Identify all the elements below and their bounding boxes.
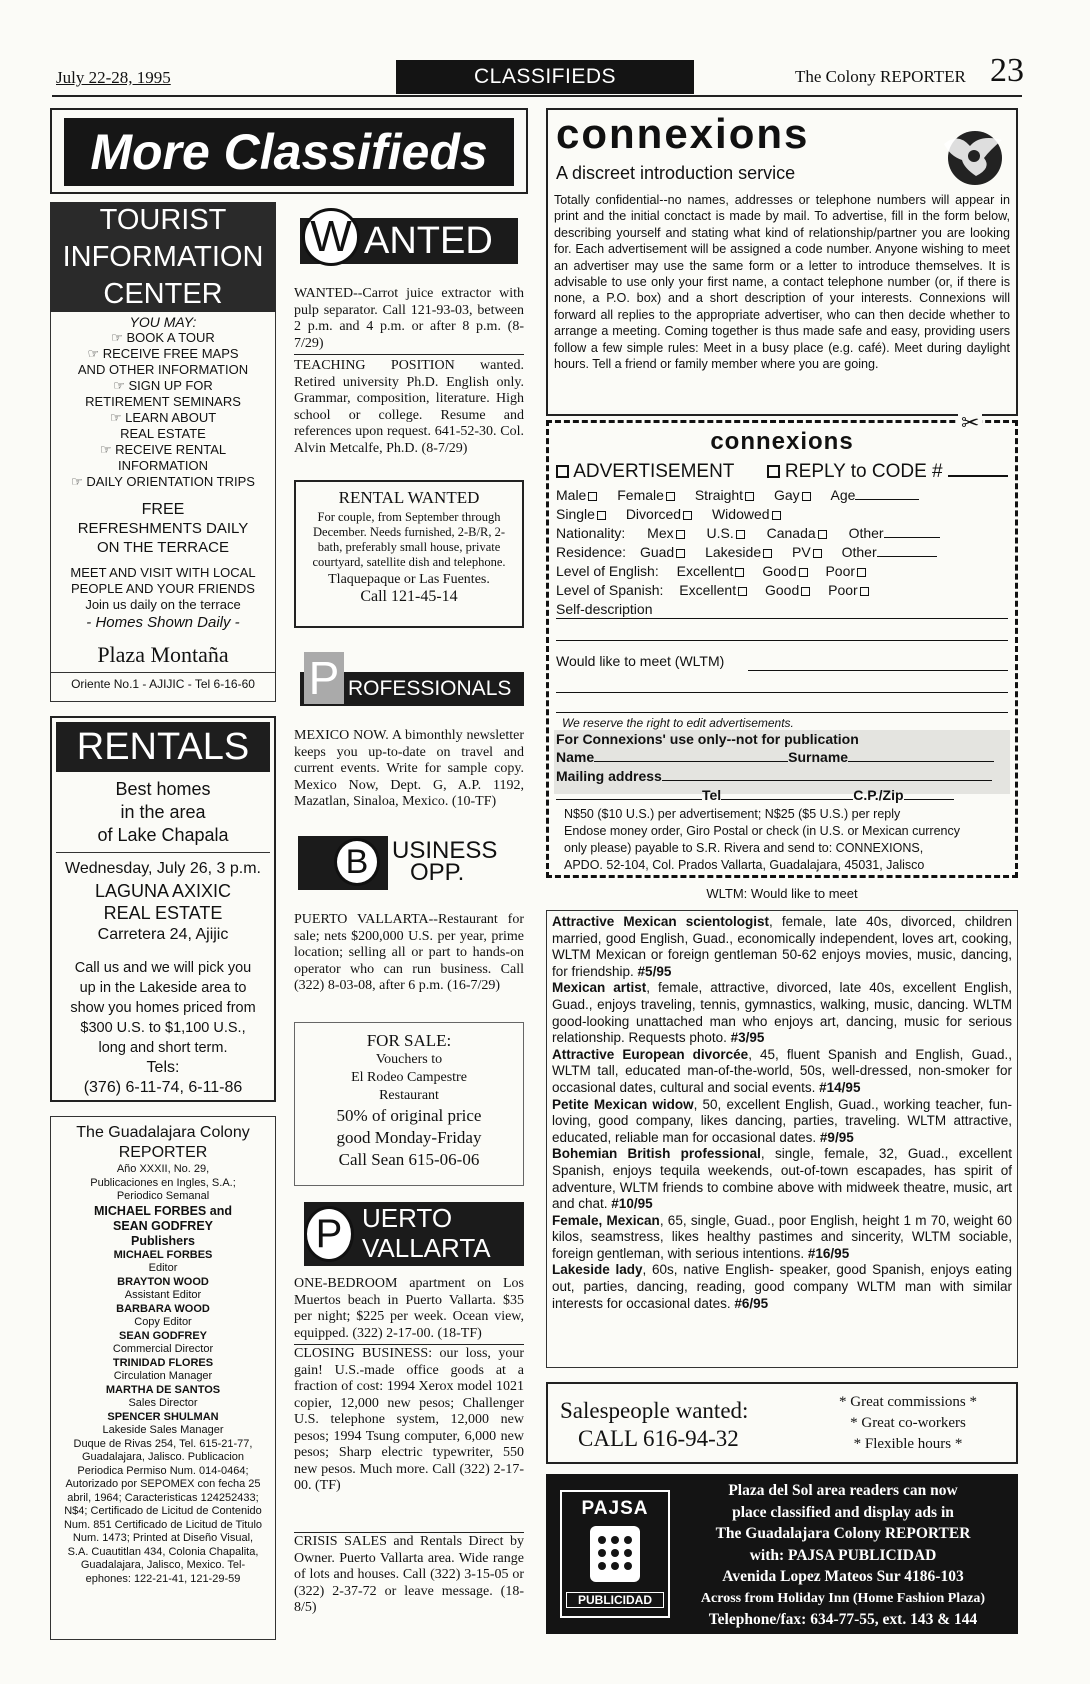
list-item [552, 914, 1012, 980]
mex-checkbox[interactable] [676, 530, 685, 539]
self-description-label: Self-description [556, 601, 653, 617]
masthead-line: Autorizado por SEPOMEX con fecha 25 [65, 1478, 261, 1490]
heading-line: CENTER [103, 278, 223, 310]
personal-ads [546, 910, 1018, 1368]
vallarta-badge [298, 1200, 524, 1268]
plaza-montana-name: Plaza Montaña [97, 642, 229, 667]
heading-line: TOURIST [99, 204, 227, 236]
wltm-field[interactable] [556, 692, 1008, 693]
vallarta-ad: ONE-BEDROOM apartment on Los Muertos beach in Puerto Vallarta. $35 per night; $225 per week. Ocean view, equipped. (322) 2-17-00. (18-TF) [294, 1276, 524, 1341]
spanish-excellent-checkbox[interactable] [738, 587, 747, 596]
telephone-keypad-icon [562, 1522, 668, 1586]
form-row: Nationality: Mex U.S. Canada Other [556, 524, 1012, 543]
ad-code: #3/95 [730, 1030, 765, 1046]
wltm-field[interactable] [748, 670, 1008, 671]
list-item: ☞ DAILY ORIENTATION TRIPS [71, 474, 255, 489]
vallarta-letter: P [304, 1206, 354, 1262]
english-excellent-checkbox[interactable] [735, 568, 744, 577]
rentals-heading: RENTALS [56, 722, 270, 772]
ad-code: #10/95 [611, 1196, 653, 1212]
masthead-line: Duque de Rivas 254, Tel. 615-21-77, [73, 1437, 253, 1450]
ad-code: #16/95 [807, 1245, 850, 1261]
list-item: ☞ RECEIVE RENTAL [99, 442, 227, 457]
list-item: RETIREMENT SEMINARS [85, 394, 241, 409]
ad-text: , female, late 40s, divorced, children married, good English, Guad., economically independent, loves art, cooking, WLTM Mexican or foreign gentleman 50-62 enjoys movies, music, dancing, for friendship. [552, 914, 1012, 979]
masthead-line: Assistant Editor [124, 1289, 202, 1301]
masthead-line: MARTHA DE SANTOS [105, 1383, 221, 1396]
for-sale-title: FOR SALE: [366, 1031, 452, 1050]
sales-perks: * Great commissions * * Great co-workers * Flexible hours * [839, 1394, 977, 1452]
ad-headline: Attractive European divorcée [552, 1046, 749, 1062]
reply-code-field[interactable] [948, 475, 1008, 477]
connexions-logo: connexions [556, 110, 810, 157]
form-row: Single Divorced Widowed [556, 505, 1012, 524]
english-poor-checkbox[interactable] [857, 568, 866, 577]
masthead-lines [51, 1163, 275, 1586]
pajsa-logo-text: PAJSA [581, 1498, 649, 1519]
masthead-line: BRAYTON WOOD [117, 1275, 209, 1288]
pointing-hand-icon: ☞ [87, 346, 103, 361]
mailing-field[interactable] [662, 780, 992, 781]
reserve-note: We reserve the right to edit advertisements. [562, 716, 794, 730]
meet-line: PEOPLE AND YOUR FRIENDS [71, 581, 255, 596]
masthead-line: Commercial Director [112, 1343, 214, 1355]
business-badge [298, 832, 524, 896]
professionals-letter: P [304, 652, 344, 704]
wanted-ad: TEACHING POSITION wanted. Retired university Ph.D. English only. Grammar, composition, literature. High school or college. Resume and references upon request. 641-52-30. Col. Alvin Metcalfe, Ph.D. (8-7/29) [294, 358, 524, 456]
reply-checkbox[interactable] [767, 465, 780, 478]
ad-text: , 50, excellent English, Guad., working teacher, fun-loving, good company, likes dancing, parties, traveling. WLTM attractive, educated, reliable man for occasional dates. [552, 1096, 1012, 1145]
masthead-line: Guadalajara, Jalisco, Mexico. Tel- [80, 1559, 246, 1571]
tourist-info-heading [50, 202, 276, 312]
divider [294, 354, 524, 355]
form-logo: connexions [710, 428, 854, 455]
list-item [552, 1262, 1012, 1312]
ad-headline: Attractive Mexican scientologist [552, 914, 770, 929]
rentals-intro: Best homes in the area of Lake Chapala [97, 779, 229, 845]
rental-wanted-title: RENTAL WANTED [338, 488, 480, 507]
divider [56, 852, 270, 853]
name-field[interactable] [594, 761, 788, 762]
you-may-label: YOU MAY: [129, 314, 197, 330]
masthead-line: Copy Editor [134, 1316, 192, 1328]
widowed-checkbox[interactable] [772, 511, 781, 520]
salespeople-box [546, 1382, 1018, 1464]
divider [294, 1532, 524, 1533]
rental-wanted-place: Tlaquepaque or Las Fuentes. [328, 572, 490, 587]
form-row: Level of Spanish: Excellent Good Poor [556, 581, 1012, 600]
pointing-hand-icon: ☞ [71, 474, 87, 489]
list-item: ☞ LEARN ABOUT [109, 410, 217, 425]
list-item: ☞ RECEIVE FREE MAPS [87, 346, 239, 361]
english-good-checkbox[interactable] [799, 568, 808, 577]
self-description-field[interactable] [556, 618, 1008, 619]
tourist-info-body [50, 312, 276, 692]
more-classifieds-banner: More Classifieds [64, 118, 514, 186]
zip-field[interactable] [904, 799, 954, 800]
list-item [552, 1097, 1012, 1147]
free-label: FREE [141, 501, 185, 518]
mailing-row: Mailing address [556, 767, 1012, 786]
masthead-line: MICHAEL FORBES [113, 1248, 213, 1261]
form-row: Residence: Guad Lakeside PV Other [556, 543, 1012, 562]
business-word: USINESS [392, 837, 498, 864]
form-row: Level of English: Excellent Good Poor [556, 562, 1012, 581]
pointing-hand-icon: ☞ [99, 442, 116, 457]
rentals-event: Wednesday, July 26, 3 p.m. LAGUNA AXIXIC REAL ESTATE Carretera 24, Ajijic [65, 860, 261, 943]
male-checkbox[interactable] [588, 492, 597, 501]
masthead-line: BARBARA WOOD [116, 1302, 210, 1315]
list-item: ☞ BOOK A TOUR [111, 330, 215, 345]
refreshments-label: REFRESHMENTS DAILY [77, 520, 249, 537]
spanish-good-checkbox[interactable] [801, 587, 810, 596]
masthead-line: abril, 1964; Caracteristicas 124252433; [67, 1491, 259, 1504]
masthead-line: Publicaciones en Ingles, S.A.; [90, 1176, 236, 1189]
masthead-line: Editor [148, 1262, 178, 1274]
pajsa-text: Plaza del Sol area readers can now place classified and display ads in The Guadalajara Colony REPORTER with: PAJSA PUBLICIDAD Avenida Lopez Mateos Sur 4186-103 Across from Holiday Inn (Home Fashion Plaza) Telephone/fax: 634-77-55, ext. 143 & 144 [700, 1482, 986, 1628]
masthead-line: S.A. Cuautitlan 434, Colonia Chapalita, [67, 1545, 259, 1558]
masthead-line: Sales Director [128, 1397, 198, 1409]
rental-wanted-text: For couple, from September through December. Needs furnished, 2-B/R, 2-bath, preferably small house, private courtyard, satellite dish and telephone. [312, 510, 506, 569]
rentals-tels: Tels: (376) 6-11-74, 6-11-86 [83, 1059, 243, 1096]
masthead-line: MICHAEL FORBES and [94, 1203, 232, 1218]
advertisement-checkbox[interactable] [556, 465, 569, 478]
spanish-poor-checkbox[interactable] [860, 587, 869, 596]
masthead-title: REPORTER [118, 1144, 208, 1161]
gay-checkbox[interactable] [802, 492, 811, 501]
wltm-field[interactable] [556, 712, 1008, 713]
sales-call: CALL 616-94-32 [578, 1426, 739, 1451]
single-checkbox[interactable] [597, 511, 606, 520]
homes-shown-label: - Homes Shown Daily - [86, 614, 240, 631]
ad-headline: Female, Mexican [552, 1212, 660, 1228]
masthead-line: Año XXXII, No. 29, [116, 1163, 210, 1175]
ad-code: #6/95 [734, 1295, 769, 1311]
ad-headline: Mexican artist [552, 980, 647, 996]
divorced-checkbox[interactable] [683, 511, 692, 520]
masthead-line: SPENCER SHULMAN [107, 1410, 219, 1423]
business-letter: B [334, 838, 380, 886]
pointing-hand-icon: ☞ [109, 410, 126, 425]
professionals-badge [300, 652, 524, 712]
list-item: ☞ SIGN UP FOR [113, 378, 213, 393]
masthead-line: Num. 1473; Printed at Diseño Visual, [72, 1532, 254, 1544]
masthead-title: The Guadalajara Colony [76, 1124, 250, 1141]
ad-headline: Bohemian British professional [552, 1146, 761, 1162]
tel-row: Tel C.P./Zip [556, 786, 1012, 805]
ad-text: , single, female, 32, Guad., excellent Spanish, enjoys tequila weekends, out-of-town escapades, has spirit of adventure, WLTM friends to combine above with midweek theatre, music, art and chat. [552, 1146, 1012, 1212]
payment-info: N$50 ($10 U.S.) per advertisement; N$25 ($5 U.S.) per reply Endose money order, Giro Postal or check (in U.S. or Mexican currency only please) payable to S.R. Rivera and send to: CONNEXIONS, APDO. 52-104, Col. Prados Vallarta, Guadalajara, 45031, Jalisco [564, 807, 960, 872]
business-word: OPP. [410, 859, 465, 886]
masthead-line: Guadalajara, Jalisco. Publicacion [81, 1451, 245, 1463]
vallarta-word: VALLARTA [362, 1233, 491, 1263]
wltm-label: Would like to meet (WLTM) [556, 653, 725, 669]
surname-field[interactable] [848, 761, 994, 762]
business-ad: PUERTO VALLARTA--Restaurant for sale; nets $200,000 U.S. per year, prime location; selling all or part to hands-on operator who can run business. Call (322) 8-03-08, after 6 p.m. (16-7/29) [294, 912, 524, 993]
ad-headline: Lakeside lady [552, 1262, 643, 1278]
masthead-line: N$4; Certificado de Licitud de Contenido [64, 1505, 262, 1517]
age-field[interactable] [855, 499, 919, 500]
mailing-field-2[interactable] [556, 799, 702, 800]
list-item: REAL ESTATE [120, 426, 206, 441]
vallarta-ad: CLOSING BUSINESS: our loss, your gain! U.S.-made office goods at a fraction of cost: 1994 Xerox model 1021 copier, 12,000 new pesos; Challenger U.S. telephone system, 12,000 new pesos; 1994 Tsung computer, 6,000 new pesos; Sharp electric typewriter, 550 new pesos. Much more. Call (322) 2-17-00. (TF) [294, 1346, 524, 1493]
pajsa-logo-subtext: PUBLICIDAD [566, 1592, 664, 1608]
for-sale-box: FOR SALE: Vouchers to El Rodeo Campestre Restaurant 50% of original price good Monday-Friday Call Sean 615-06-06 [294, 1022, 524, 1186]
list-item [552, 980, 1012, 1046]
masthead-line: Publishers [131, 1233, 195, 1248]
divider [294, 1344, 524, 1345]
ad-code: #14/95 [819, 1079, 861, 1095]
pointing-hand-icon: ☞ [113, 378, 129, 393]
ad-code: #9/95 [819, 1129, 854, 1145]
self-description-field[interactable] [556, 640, 1008, 641]
header-rule [52, 95, 1022, 97]
vallarta-ad: CRISIS SALES and Rentals Direct by Owner. Puerto Vallarta area. Wide range of lots and houses. Call (322) 3-15-05 or (322) 2-37-72 or leave message. (18-8/5) [294, 1534, 524, 1615]
wltm-legend: WLTM: Would like to meet [706, 886, 858, 901]
rental-wanted-call: Call 121-45-14 [360, 588, 458, 605]
masthead-line: Lakeside Sales Manager [102, 1424, 224, 1436]
form-type-row: ADVERTISEMENT REPLY to CODE # [556, 460, 1012, 484]
connexions-subtitle: A discreet introduction service [556, 163, 796, 183]
sales-title: Salespeople wanted: [560, 1398, 749, 1423]
ad-text: , 65, single, Guad., poor English, height 1 m 70, weight 60 kilos, seamstress, likes healthy pastimes and sincerity, WLTM sociable, foreign gentleman, with serious intentions. [552, 1212, 1012, 1261]
ad-code: #5/95 [637, 963, 672, 979]
masthead-line: Circulation Manager [113, 1370, 213, 1382]
office-use-label: For Connexions' use only--not for publication [556, 731, 859, 747]
pv-checkbox[interactable] [813, 549, 822, 558]
form-row: Male Female Straight Gay Age [556, 486, 1012, 505]
ad-text: , female, attractive, divorced, late 40s, excellent English, Guad., enjoys traveling, tennis, gymnastics, walking, music, dancing. WLTM good-looking unattached man who enjoys art, dancing, music for serious relationship. Requests photo. [552, 980, 1012, 1046]
cupid-emblem-icon [940, 124, 1010, 194]
professionals-word: ROFESSIONALS [348, 677, 512, 700]
terrace-label: ON THE TERRACE [97, 539, 229, 556]
wanted-word: ANTED [364, 220, 493, 262]
professionals-ad: MEXICO NOW. A bimonthly newsletter keeps you up-to-date on travel and current events. Write for sample copy. Mexico Now, Dept. G, A.P. 1192, Mazatlan, Sinaloa, Mexico. (10-TF) [294, 728, 524, 809]
section-title: CLASSIFIEDS [396, 60, 694, 94]
pajsa-logo [560, 1490, 670, 1618]
connexions-intro: Totally confidential--no names, addresses or telephone numbers will appear in print and the initial conctact is made by mail. To advertise, fill in the form below, describing yourself and stating what kind of relationship/partner you are looking for. Each advertisement will be assigned a code number. Anyone wishing to meet an advertiser may use the same form or a letter to introduce themselves. It is advisable to use only your first name, a contact telephone number (or, if there is none, a P.O. box) and a short description of your interests. Connexions will forward all replies to the appropriate advertiser, who can then decide whether to arrange a meeting. Coming together is thus made safe and easy, providing users follow a few simple rules: Meet in a busy place (e.g. café). Meet during daylight hours. Tell a friend or family member where you are going. [554, 193, 1010, 372]
masthead-line: Periodico Semanal [116, 1190, 210, 1202]
wanted-ad: WANTED--Carrot juice extractor with pulp separator. Call 121-93-03, between 2 p.m. and 4 p.m. or after 8 p.m. (8-7/29) [294, 286, 524, 351]
pajsa-ad [546, 1474, 1018, 1634]
page-number: 23 [990, 52, 1024, 89]
rentals-call: Call us and we will pick you up in the Lakeside area to show you homes priced from $300 U.S. to $1,100 U.S., long and short term. [70, 960, 256, 1056]
name-row: Name Surname [556, 748, 1012, 767]
female-checkbox[interactable] [666, 492, 675, 501]
lakeside-checkbox[interactable] [763, 549, 772, 558]
us-checkbox[interactable] [736, 530, 745, 539]
ad-text: , 60s, native English- speaker, good Spanish, enjoys eating out, parties, dancing, reading, good company WLTM man with similar interests for occasional dates. [552, 1262, 1012, 1311]
masthead-line: Periodica Permiso Num. 014-0464; [77, 1464, 249, 1477]
vallarta-word: UERTO [362, 1203, 453, 1233]
ad-text: , 45, fluent Spanish and English, Guad., WLTM tall, educated man-of-the-world, 50s, well-dressed, non-smoker for occasional dates, cultural and social events. [552, 1046, 1012, 1095]
residence-other-field[interactable] [877, 556, 937, 557]
list-item: AND OTHER INFORMATION [77, 362, 249, 377]
masthead-line: TRINIDAD FLORES [112, 1356, 214, 1369]
heading-line: INFORMATION [62, 241, 264, 273]
scissors-icon: ✂ [958, 410, 982, 436]
masthead-line: SEAN GODFREY [118, 1329, 207, 1342]
join-line: Join us daily on the terrace [85, 597, 241, 612]
list-item: INFORMATION [117, 458, 209, 473]
straight-checkbox[interactable] [745, 492, 754, 501]
paper-name: The Colony REPORTER [795, 67, 966, 86]
canada-checkbox[interactable] [818, 530, 827, 539]
nationality-other-field[interactable] [884, 537, 940, 538]
masthead-box [50, 1116, 276, 1640]
ad-headline: Petite Mexican widow [552, 1096, 694, 1112]
wanted-letter: W [302, 208, 360, 266]
masthead-line: Num. 851 Certificado de Licitud de Titulo [63, 1518, 263, 1531]
tel-field[interactable] [721, 799, 853, 800]
list-item [552, 1146, 1012, 1212]
rental-wanted-box [294, 480, 524, 628]
list-item [552, 1047, 1012, 1097]
masthead-line: ephones: 122-21-41, 121-29-59 [85, 1572, 241, 1585]
list-item [552, 1213, 1012, 1263]
tourist-address: Oriente No.1 - AJIJIC - Tel 6-16-60 [50, 672, 276, 692]
guad-checkbox[interactable] [676, 549, 685, 558]
wanted-badge [294, 204, 524, 276]
masthead-line: SEAN GODFREY [112, 1218, 213, 1233]
meet-line: MEET AND VISIT WITH LOCAL [70, 565, 256, 580]
issue-date: July 22-28, 1995 [56, 68, 171, 87]
pointing-hand-icon: ☞ [111, 330, 127, 345]
